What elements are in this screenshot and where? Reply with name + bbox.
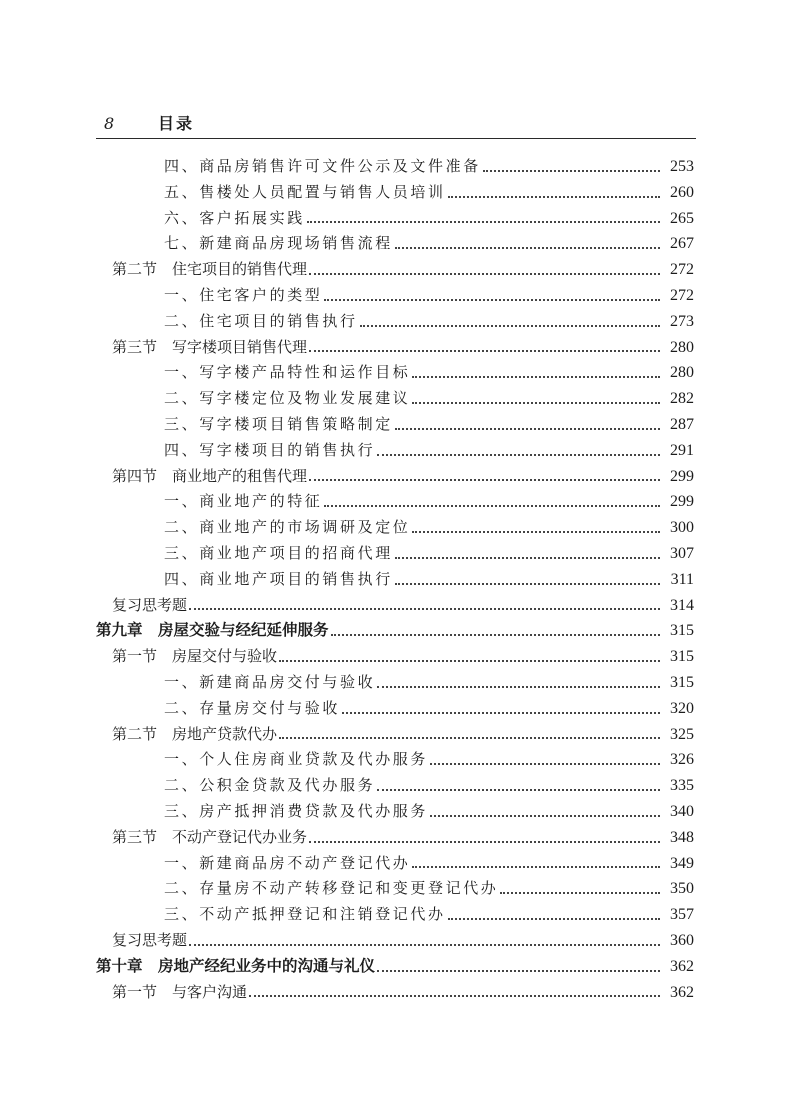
toc-entry-line (164, 902, 694, 928)
dot-leader (307, 217, 660, 223)
toc-entry-page: 282 (670, 390, 694, 408)
dot-leader (412, 372, 660, 378)
toc-entry-section (0, 335, 790, 361)
dot-leader (189, 604, 660, 610)
dot-leader (412, 527, 660, 533)
toc-entry-line (96, 618, 694, 644)
toc-entry-title: 二、商业地产的市场调研及定位 (164, 518, 411, 537)
toc-entry-page: 272 (670, 261, 694, 279)
toc-entry-section (0, 464, 790, 490)
dot-leader (377, 785, 660, 791)
toc-entry-page: 260 (670, 183, 694, 201)
toc-entry-title: 一、商业地产的特征 (164, 492, 323, 511)
toc-entry-line (164, 851, 694, 877)
toc-entry-page: 291 (670, 441, 694, 459)
toc-entry-page: 320 (670, 699, 694, 717)
toc-entry-review (0, 593, 790, 619)
toc-entry-item (0, 799, 790, 825)
toc-entry-line (164, 747, 694, 773)
dot-leader (342, 708, 660, 714)
toc-entry-item (0, 541, 790, 567)
dot-leader (430, 811, 660, 817)
toc-entry-title: 三、写字楼项目销售策略制定 (164, 414, 393, 433)
toc-entry-line (164, 773, 694, 799)
dot-leader (448, 914, 660, 920)
dot-leader (309, 346, 660, 352)
toc-entry-line (164, 696, 694, 722)
toc-entry-line (112, 825, 694, 851)
toc-entry-title: 二、存量房交付与验收 (164, 698, 341, 717)
toc-entry-line (164, 386, 694, 412)
toc-entry-item (0, 876, 790, 902)
toc-entry-line (96, 954, 694, 980)
toc-entry-page: 314 (670, 596, 694, 614)
dot-leader (360, 321, 660, 327)
toc-entry-title: 三、商业地产项目的招商代理 (164, 543, 393, 562)
toc-entry-section (0, 722, 790, 748)
dot-leader (395, 424, 660, 430)
toc-entry-title: 六、客户拓展实践 (164, 208, 305, 227)
toc-entry-line (112, 593, 694, 619)
toc-entry-section (0, 644, 790, 670)
toc-entry-line (164, 670, 694, 696)
toc-entry-page: 287 (670, 415, 694, 433)
dot-leader (249, 991, 660, 997)
toc-entry-chapter (0, 954, 790, 980)
toc-entry-title: 七、新建商品房现场销售流程 (164, 234, 393, 253)
toc-entry-section (0, 257, 790, 283)
toc-entry-line (112, 980, 694, 1006)
toc-entry-item (0, 206, 790, 232)
toc-entry-line (164, 180, 694, 206)
toc-entry-line (112, 722, 694, 748)
toc-entry-item (0, 747, 790, 773)
toc-entry-item (0, 360, 790, 386)
toc-entry-item (0, 283, 790, 309)
toc-entry-title: 一、住宅客户的类型 (164, 285, 323, 304)
toc-entry-item (0, 696, 790, 722)
toc-entry-page: 362 (670, 983, 694, 1001)
toc-entry-page: 307 (670, 544, 694, 562)
toc-entry-line (164, 360, 694, 386)
toc-entry-page: 315 (670, 673, 694, 691)
toc-entry-item (0, 180, 790, 206)
toc-entry-item (0, 489, 790, 515)
toc-entry-section (0, 825, 790, 851)
dot-leader (500, 888, 660, 894)
toc-entry-item (0, 902, 790, 928)
toc-entry-title: 三、房产抵押消费贷款及代办服务 (164, 801, 429, 820)
toc-entry-line (164, 541, 694, 567)
dot-leader (324, 501, 660, 507)
toc-entry-item (0, 773, 790, 799)
toc-entry-title: 复习思考题 (112, 595, 188, 614)
toc-entry-item (0, 386, 790, 412)
toc-entry-title: 四、商业地产项目的销售执行 (164, 569, 393, 588)
dot-leader (309, 837, 660, 843)
toc-entry-page: 300 (670, 519, 694, 537)
toc-entry-page: 311 (670, 570, 694, 588)
dot-leader (324, 295, 660, 301)
dot-leader (377, 682, 660, 688)
toc-entry-line (112, 928, 694, 954)
dot-leader (279, 733, 660, 739)
toc-entry-section (0, 980, 790, 1006)
toc-entry-page: 299 (670, 493, 694, 511)
toc-entry-title: 第一节 房屋交付与验收 (112, 647, 278, 666)
toc-entry-line (164, 231, 694, 257)
toc-entry-line (164, 799, 694, 825)
dot-leader (448, 192, 660, 198)
toc-entry-page: 267 (670, 235, 694, 253)
toc-entry-title: 第三节 写字楼项目销售代理 (112, 337, 308, 356)
toc-entry-line (164, 876, 694, 902)
dot-leader (483, 166, 660, 172)
dot-leader (412, 398, 660, 404)
toc-entry-line (112, 644, 694, 670)
toc-entry-review (0, 928, 790, 954)
dot-leader (395, 579, 660, 585)
toc-entry-page: 280 (670, 364, 694, 382)
running-head-title: 目录 (158, 114, 195, 133)
toc-entry-title: 二、公积金贷款及代办服务 (164, 776, 376, 795)
toc-entry-item (0, 670, 790, 696)
dot-leader (309, 269, 660, 275)
dot-leader (395, 553, 660, 559)
toc-entry-item (0, 438, 790, 464)
toc-entry-page: 265 (670, 209, 694, 227)
page-number: 8 (104, 114, 115, 133)
dot-leader (395, 243, 660, 249)
toc-entry-item (0, 515, 790, 541)
dot-leader (377, 450, 660, 456)
toc-entry-item (0, 154, 790, 180)
toc-entry-title: 三、不动产抵押登记和注销登记代办 (164, 905, 446, 924)
toc-entry-title: 一、个人住房商业贷款及代办服务 (164, 750, 429, 769)
toc-entry-item (0, 567, 790, 593)
toc-entry-title: 二、住宅项目的销售执行 (164, 311, 358, 330)
dot-leader (331, 630, 660, 636)
toc-entry-page: 299 (670, 467, 694, 485)
toc-entry-line (164, 412, 694, 438)
toc-entry-line (112, 464, 694, 490)
toc-entry-item (0, 309, 790, 335)
toc-entry-title: 一、写字楼产品特性和运作目标 (164, 363, 411, 382)
toc-entry-item (0, 231, 790, 257)
dot-leader (377, 966, 660, 972)
toc-entry-title: 二、写字楼定位及物业发展建议 (164, 389, 411, 408)
toc-entry-page: 273 (670, 312, 694, 330)
toc-entry-title: 第四节 商业地产的租售代理 (112, 466, 308, 485)
toc-entry-page: 272 (670, 286, 694, 304)
toc-entry-line (164, 154, 694, 180)
toc-entry-page: 315 (670, 622, 694, 640)
dot-leader (430, 759, 660, 765)
toc-entry-page: 326 (670, 751, 694, 769)
toc-entry-title: 第二节 房地产贷款代办 (112, 724, 278, 743)
running-head (96, 108, 696, 139)
toc-entry-line (164, 206, 694, 232)
toc-entry-line (164, 283, 694, 309)
toc-entry-title: 一、新建商品房交付与验收 (164, 672, 376, 691)
toc-entry-line (164, 438, 694, 464)
toc-entry-page: 349 (670, 854, 694, 872)
toc-entry-page: 315 (670, 648, 694, 666)
toc-entry-page: 253 (670, 158, 694, 175)
toc-entry-page: 335 (670, 777, 694, 795)
toc-entry-line (164, 515, 694, 541)
toc-entry-line (164, 567, 694, 593)
toc-entry-line (112, 335, 694, 361)
toc-entry-page: 360 (670, 931, 694, 949)
toc-entry-title: 第二节 住宅项目的销售代理 (112, 260, 308, 279)
toc-entry-chapter (0, 618, 790, 644)
toc-entry-title: 第三节 不动产登记代办业务 (112, 827, 308, 846)
toc-entry-page: 357 (670, 906, 694, 924)
toc-entry-title: 五、售楼处人员配置与销售人员培训 (164, 182, 446, 201)
table-of-contents (0, 154, 790, 1005)
dot-leader (412, 862, 660, 868)
toc-entry-page: 362 (670, 957, 694, 975)
toc-entry-page: 348 (670, 828, 694, 846)
dot-leader (279, 656, 660, 662)
toc-entry-line (112, 257, 694, 283)
dot-leader (189, 940, 660, 946)
toc-entry-title: 第十章 房地产经纪业务中的沟通与礼仪 (96, 956, 376, 975)
toc-entry-page: 340 (670, 802, 694, 820)
toc-entry-item (0, 412, 790, 438)
toc-entry-page: 325 (670, 725, 694, 743)
toc-entry-line (164, 309, 694, 335)
toc-entry-title: 二、存量房不动产转移登记和变更登记代办 (164, 879, 499, 898)
toc-entry-title: 四、写字楼项目的销售执行 (164, 440, 376, 459)
toc-entry-title: 复习思考题 (112, 930, 188, 949)
toc-entry-title: 第一节 与客户沟通 (112, 982, 248, 1001)
toc-entry-page: 350 (670, 880, 694, 898)
toc-entry-title: 一、新建商品房不动产登记代办 (164, 853, 411, 872)
toc-entry-line (164, 489, 694, 515)
toc-entry-title: 第九章 房屋交验与经纪延伸服务 (96, 621, 329, 640)
dot-leader (309, 475, 660, 481)
toc-entry-title: 四、商品房销售许可文件公示及文件准备 (164, 157, 481, 175)
toc-entry-page: 280 (670, 338, 694, 356)
toc-entry-item (0, 851, 790, 877)
